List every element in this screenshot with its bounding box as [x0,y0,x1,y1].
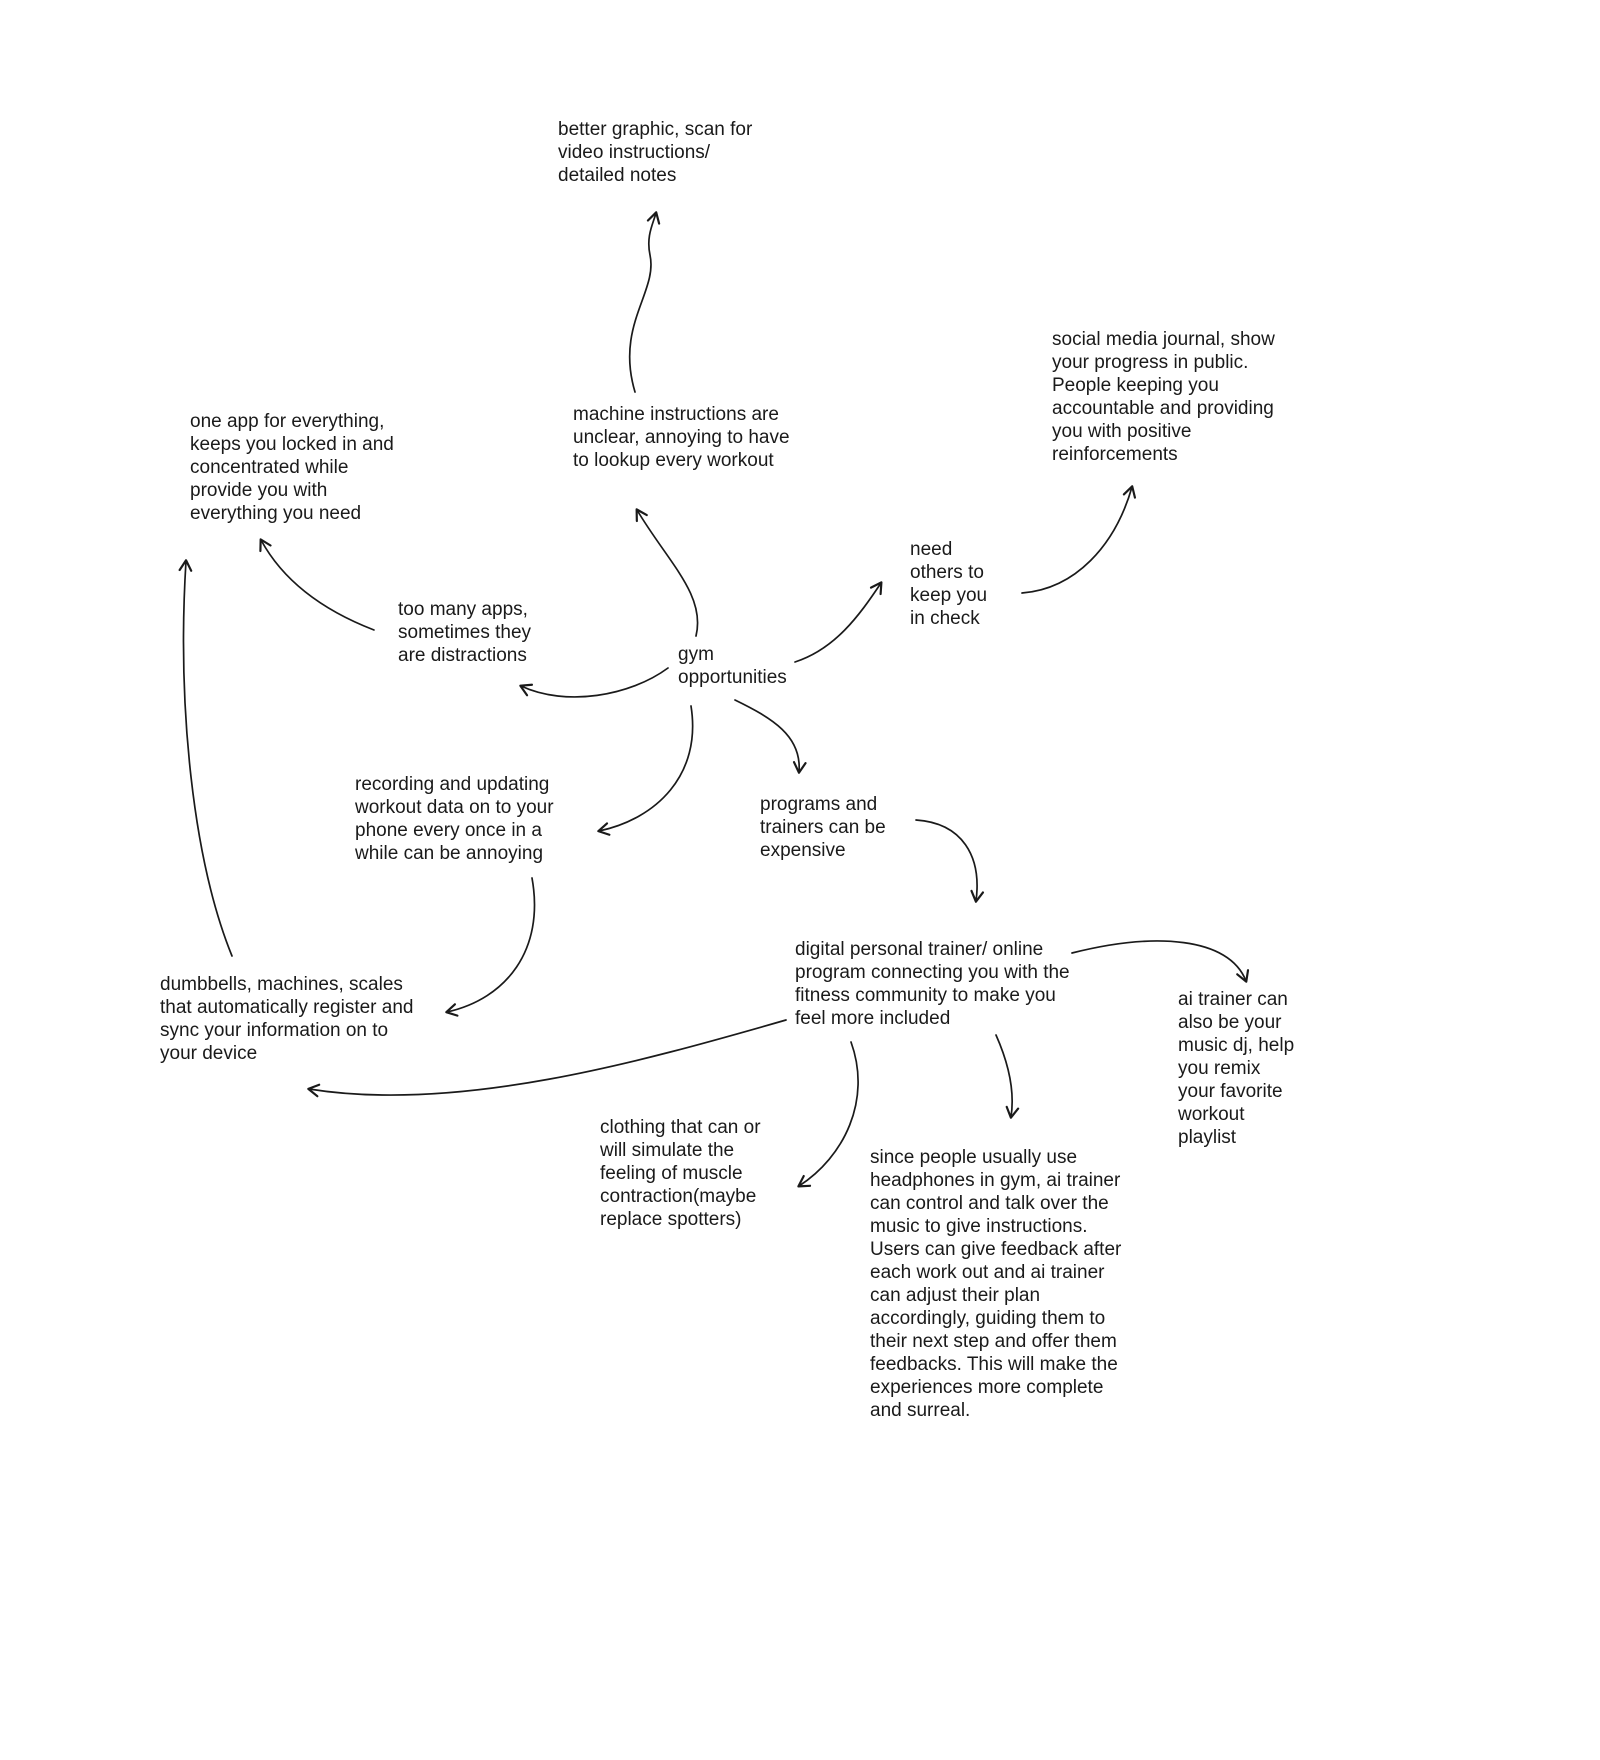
node-ai-trainer-headphones: since people usually use headphones in gym, ai trainer can control and talk over the music to give instructions. Users can give feedback after each work out and ai trainer can adjust their plan accordingly, guiding them to their next step and offer them feedbacks. This will make the experiences more complete and surreal. [870,1147,1122,1421]
node-gym-opportunities: gym opportunities [678,644,787,688]
arrow-programs-to-digital-trainer [916,820,977,901]
node-need-others: need others to keep you in check [910,539,988,629]
node-machine-instructions: machine instructions are unclear, annoying to have to lookup every workout [573,404,790,471]
node-too-many-apps: too many apps, sometimes they are distractions [398,599,532,666]
arrow-gym-to-programs [735,700,799,772]
node-ai-trainer-music-dj: ai trainer can also be your music dj, help you remix your favorite workout playlist [1178,989,1295,1148]
arrow-dumbbells-to-one-app [184,561,232,956]
node-muscle-simulating-clothing: clothing that can or will simulate the feeling of muscle contraction(maybe replace spotters) [600,1117,761,1230]
node-better-graphic: better graphic, scan for video instructions/ detailed notes [558,119,753,186]
arrow-digital-trainer-to-headphones [996,1035,1012,1117]
arrow-gym-to-need-others [795,583,881,662]
arrow-digital-trainer-to-ai-dj [1072,941,1246,981]
node-social-media-journal: social media journal, show your progress in public. People keeping you accountable and providing you with positive reinforcements [1052,329,1275,465]
node-one-app-for-everything: one app for everything, keeps you locked in and concentrated while provide you with everything you need [190,411,394,524]
arrow-need-others-to-social-media [1022,487,1132,593]
node-digital-personal-trainer: digital personal trainer/ online program connecting you with the fitness community to make you feel more included [795,939,1070,1029]
arrow-machine-to-better-graphic [630,213,656,392]
arrow-gym-to-recording [599,706,693,831]
arrow-gym-to-machine [637,510,698,636]
arrow-recording-to-dumbbells [447,878,535,1012]
node-programs-expensive: programs and trainers can be expensive [760,794,886,861]
arrow-gym-to-too-many-apps [521,668,668,697]
arrow-too-many-apps-to-one-app [261,540,374,630]
node-recording-workout-data: recording and updating workout data on to your phone every once in a while can be annoying [355,774,554,864]
node-dumbbells-auto-sync: dumbbells, machines, scales that automatically register and sync your information on to your device [160,974,414,1064]
arrow-digital-trainer-to-clothing [799,1042,858,1186]
